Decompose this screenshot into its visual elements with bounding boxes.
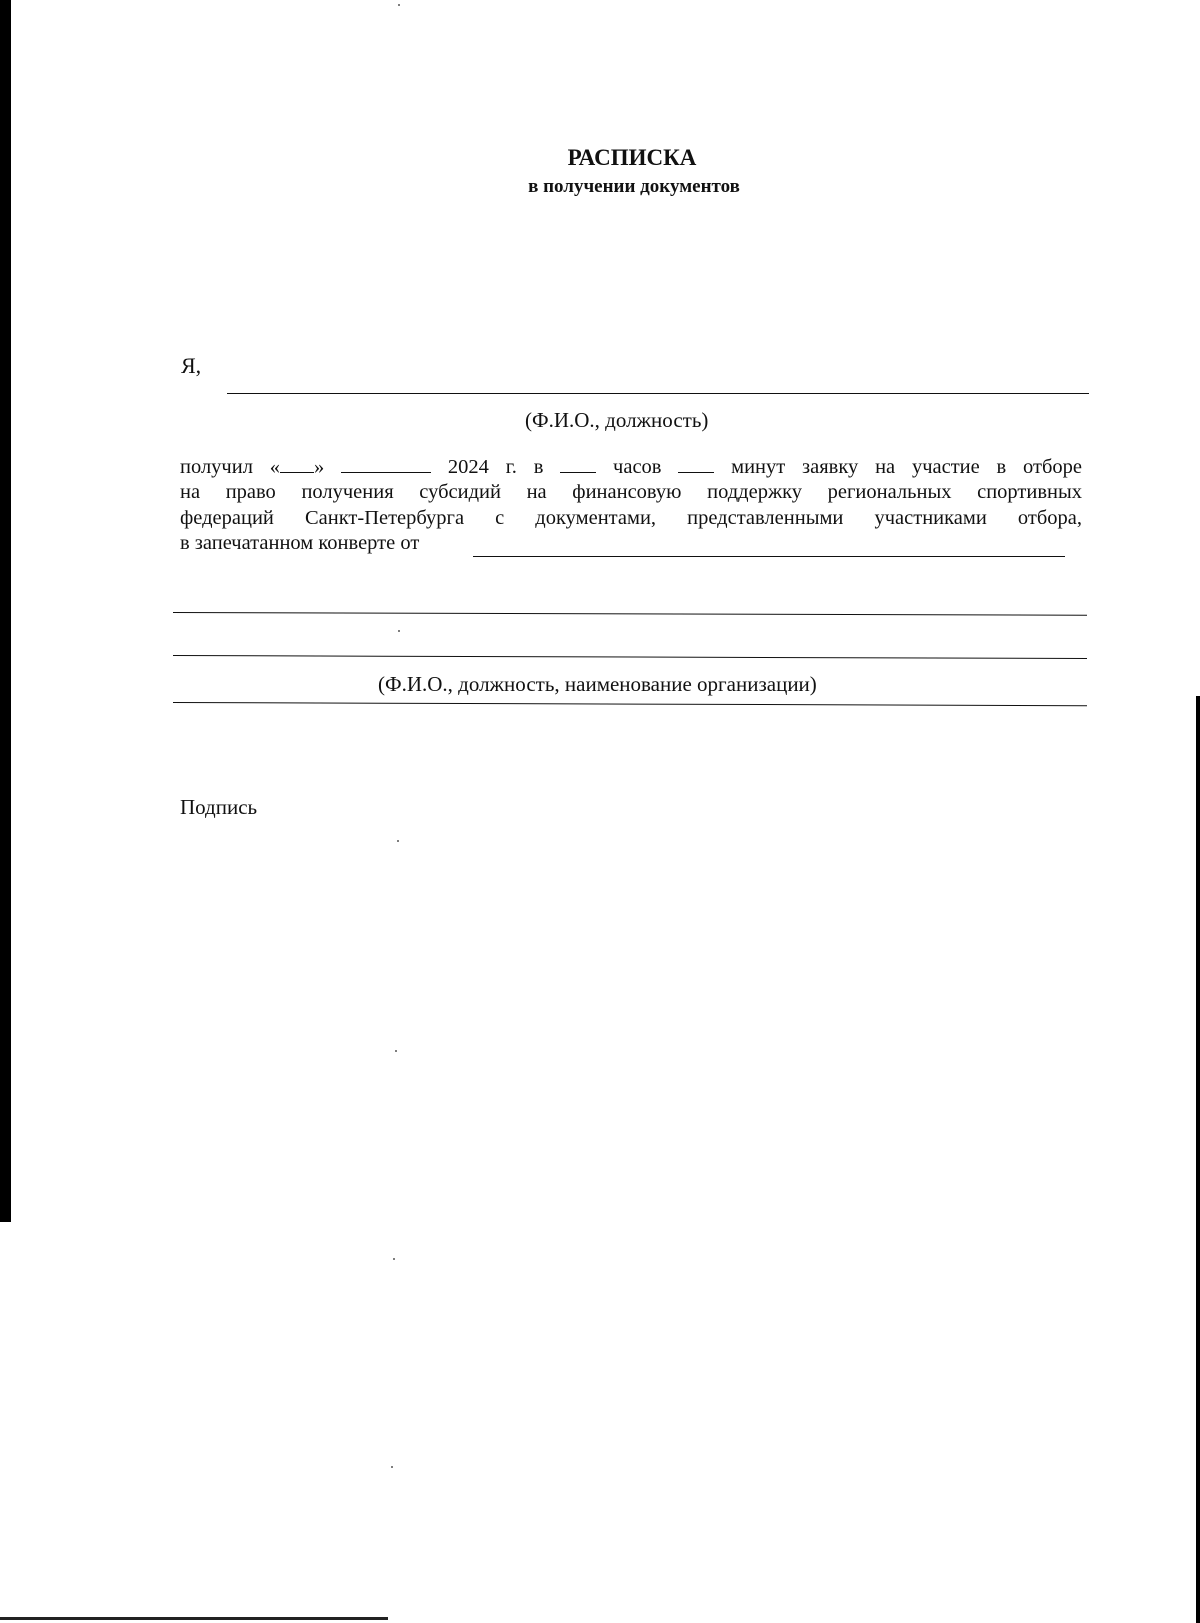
sender-line-2[interactable] [173, 655, 1087, 659]
receipt-line-2: на право получения субсидий на финансовую поддержку региональных спортивных [180, 481, 1082, 503]
receipt-line-4 [180, 530, 419, 556]
intro-text: Я, [181, 353, 202, 378]
day-blank[interactable] [280, 454, 314, 473]
received-word: получил [180, 456, 253, 478]
scan-edge-bottom [0, 1617, 388, 1620]
line1-tail: заявку на участие в отборе [802, 456, 1083, 478]
minutes-blank[interactable] [678, 454, 714, 473]
sender-line-3[interactable] [173, 702, 1087, 706]
scan-speck [395, 1050, 397, 1052]
hours-blank[interactable] [560, 454, 596, 473]
scan-speck [393, 1258, 395, 1260]
quote-close: » [314, 456, 325, 478]
scan-speck [398, 4, 400, 6]
year-text: 2024 г. в [447, 456, 544, 478]
sender-caption: (Ф.И.О., должность, наименование организации) [378, 672, 817, 696]
sender-line-1[interactable] [173, 612, 1087, 616]
envelope-from-line[interactable] [473, 556, 1065, 557]
scan-speck [397, 840, 399, 842]
document-title: РАСПИСКА [567, 145, 697, 170]
scan-speck [391, 1466, 393, 1468]
signature-label: Подпись [180, 795, 258, 819]
month-blank[interactable] [341, 454, 431, 473]
receipt-line-1 [180, 454, 1082, 480]
receipt-line-3: федераций Санкт-Петербурга с документами, представленными участниками отбора, [180, 507, 1082, 529]
quote-open: « [269, 456, 281, 478]
recipient-caption: (Ф.И.О., должность) [525, 408, 709, 432]
minutes-word: минут [731, 456, 786, 478]
scan-speck [398, 630, 400, 632]
hours-word: часов [613, 456, 662, 478]
recipient-name-line[interactable] [227, 393, 1089, 394]
scan-edge-right [1196, 696, 1200, 1623]
envelope-from-text: в запечатанном конверте от [180, 532, 420, 554]
document-subtitle: в получении документов [528, 176, 740, 197]
